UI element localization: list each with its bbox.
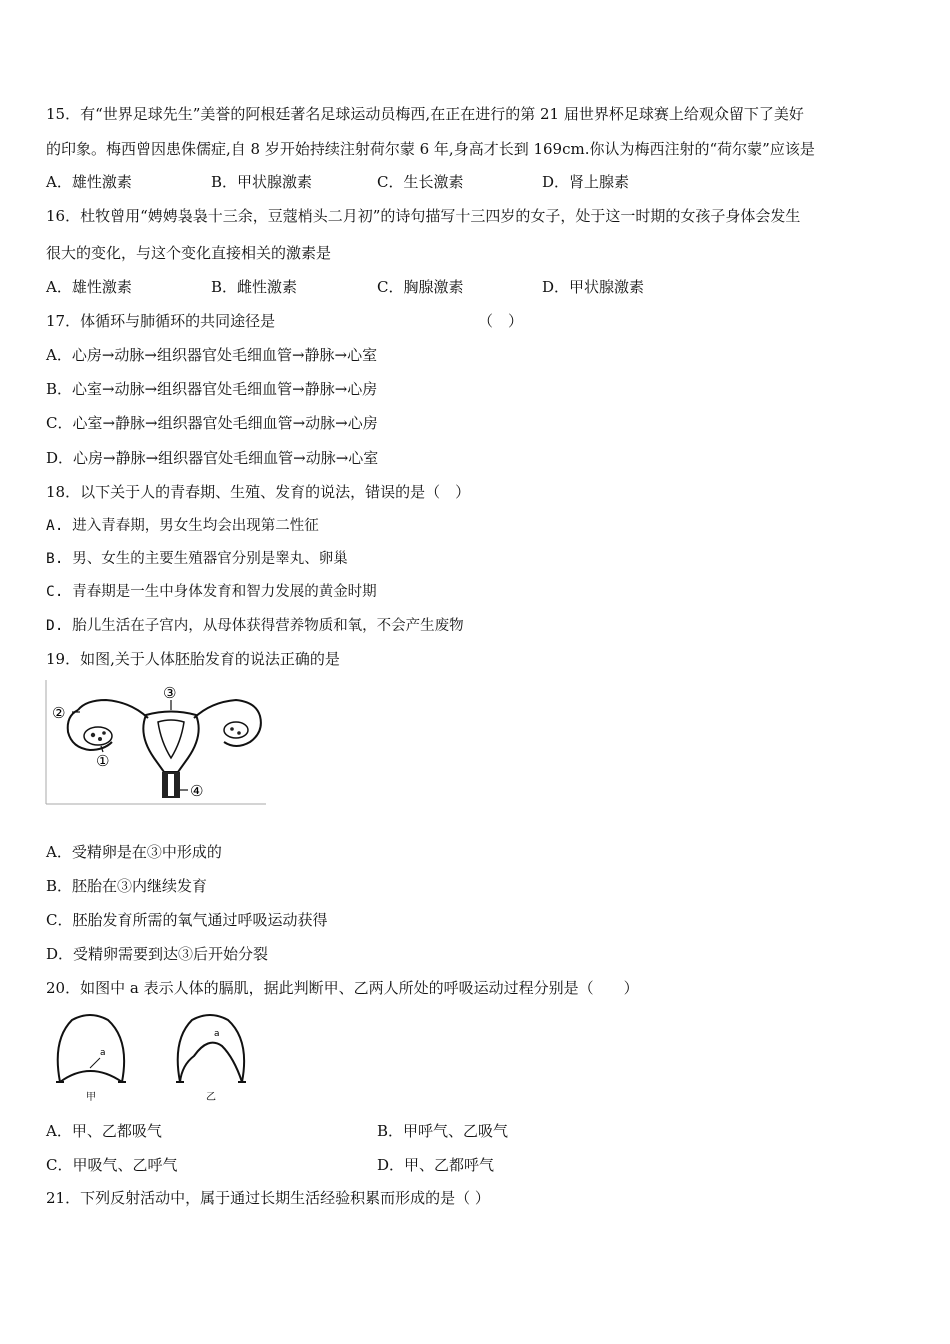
thorax-diagram-jia [50,1010,132,1105]
fig20-label-jia: 甲 [86,1092,96,1103]
q21-stem: 21．下列反射活动中，属于通过长期生活经验积累而形成的是（ ） [46,1189,490,1207]
q15-option-a[interactable]: A．雄性激素 [46,173,132,191]
uterus-diagram [46,680,268,806]
q19-option-a[interactable]: A．受精卵是在③中形成的 [46,843,222,861]
q16-stem-line1: 16．杜牧曾用“娉娉袅袅十三余，豆蔻梢头二月初”的诗句描写十三四岁的女子，处于这一时期的女孩子身体会发生 [46,207,801,225]
q16-option-a[interactable]: A．雄性激素 [46,278,132,296]
q18-option-b[interactable]: B. 男、女生的主要生殖器官分别是睾丸、卵巢 [46,551,348,567]
q16-option-b[interactable]: B．雌性激素 [211,278,298,296]
q20-option-a[interactable]: A．甲、乙都吸气 [46,1122,162,1140]
fig20-label-a-yi: a [214,1029,220,1039]
q16-stem-line2: 很大的变化，与这个变化直接相关的激素是 [46,244,332,262]
q20-options-row2 [46,1155,906,1175]
q18-option-d[interactable]: D. 胎儿生活在子宫内，从母体获得营养物质和氧，不会产生废物 [46,618,464,634]
q15-stem-line2: 的印象。梅西曾因患侏儒症,自 8 岁开始持续注射荷尔蒙 6 年,身高才长到 169cm.你认为梅西注射的“荷尔蒙”应该是 [46,140,815,158]
q15-stem-line1: 15．有“世界足球先生”美誉的阿根廷著名足球运动员梅西,在正在进行的第 21 届世界杯足球赛上给观众留下了美好 [46,105,804,123]
q17-option-a[interactable]: A．心房→动脉→组织器官处毛细血管→静脉→心室 [46,346,378,364]
q17-stem: 17．体循环与肺循环的共同途径是 [46,312,276,330]
q19-stem: 19．如图,关于人体胚胎发育的说法正确的是 [46,650,340,668]
q18-stem: 18．以下关于人的青春期、生殖、发育的说法，错误的是（ ） [46,483,471,501]
fig19-label-3: ③ [163,684,177,702]
q20-option-d[interactable]: D．甲、乙都呼气 [377,1156,495,1174]
q16-option-c[interactable]: C．胸腺激素 [377,278,464,296]
q15-options [46,172,906,192]
q20-option-c[interactable]: C．甲吸气、乙呼气 [46,1156,178,1174]
q20-options-row1 [46,1121,906,1141]
fig19-label-1: ① [96,752,110,770]
q18-option-c[interactable]: C. 青春期是一生中身体发育和智力发展的黄金时期 [46,584,377,600]
q15-option-b[interactable]: B．甲状腺激素 [211,173,313,191]
q19-option-c[interactable]: C．胚胎发育所需的氧气通过呼吸运动获得 [46,911,328,929]
fig19-label-2: ② [52,704,66,722]
thorax-diagram-yi [170,1010,252,1105]
right-ovary [224,722,248,738]
q19-option-b[interactable]: B．胚胎在③内继续发育 [46,877,208,895]
q17-stem-row [46,311,906,331]
q17-option-c[interactable]: C．心室→静脉→组织器官处毛细血管→动脉→心房 [46,414,378,432]
q20-option-b[interactable]: B．甲呼气、乙吸气 [377,1122,509,1140]
q15-option-d[interactable]: D．肾上腺素 [542,173,630,191]
q17-option-d[interactable]: D．心房→静脉→组织器官处毛细血管→动脉→心室 [46,449,379,467]
q20-stem: 20．如图中 a 表示人体的膈肌，据此判断甲、乙两人所处的呼吸运动过程分别是（ ） [46,979,639,997]
q16-options [46,277,906,297]
fig20-label-a-jia: a [100,1048,106,1058]
fig20-label-yi: 乙 [206,1092,216,1103]
fig19-label-4: ④ [190,782,204,800]
q19-option-d[interactable]: D．受精卵需要到达③后开始分裂 [46,945,269,963]
left-ovary [84,727,112,745]
q17-option-b[interactable]: B．心室→动脉→组织器官处毛细血管→静脉→心房 [46,380,378,398]
q17-answer-bracket: （ ） [478,312,524,330]
q15-option-c[interactable]: C．生长激素 [377,173,464,191]
q18-option-a[interactable]: A. 进入青春期，男女生均会出现第二性征 [46,518,319,534]
q16-option-d[interactable]: D．甲状腺激素 [542,278,645,296]
